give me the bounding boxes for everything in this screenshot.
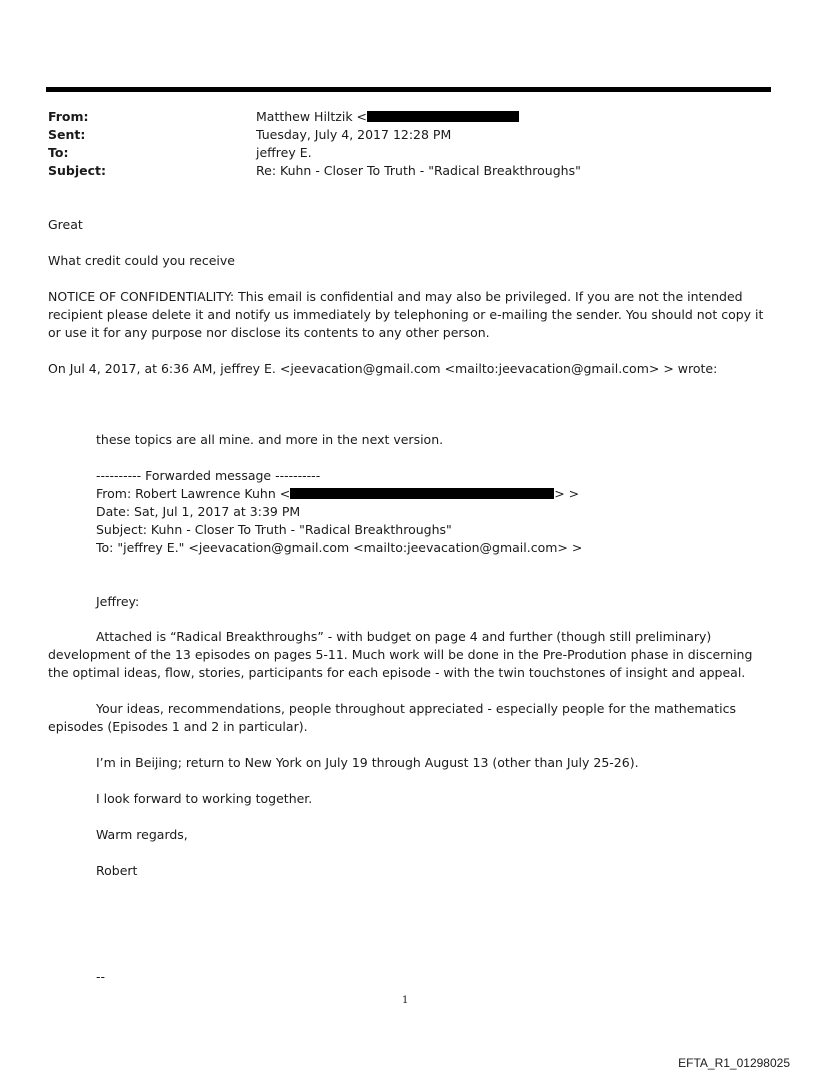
redaction-block <box>367 111 519 122</box>
sent-value: Tuesday, July 4, 2017 12:28 PM <box>256 127 452 142</box>
quoted-line: these topics are all mine. and more in the next version. <box>96 432 444 447</box>
forwarded-marker: ---------- Forwarded message ---------- <box>96 468 321 483</box>
subject-value: Re: Kuhn - Closer To Truth - "Radical Breakthroughs" <box>256 163 581 178</box>
paragraph-beijing: I’m in Beijing; return to New York on July 19 through August 13 (other than July 25-26). <box>96 755 639 770</box>
redaction-block <box>290 488 554 499</box>
forwarded-to: To: "jeffrey E." <jeevacation@gmail.com <mailto:jeevacation@gmail.com> > <box>96 540 583 555</box>
document-id: EFTA_R1_01298025 <box>678 1056 790 1070</box>
forwarded-from-prefix: From: Robert Lawrence Kuhn < <box>96 486 291 501</box>
header-rule <box>46 87 771 92</box>
quote-intro: On Jul 4, 2017, at 6:36 AM, jeffrey E. <jeevacation@gmail.com <mailto:jeevacation@gmail.com> > wrote: <box>48 361 718 376</box>
from-name: Matthew Hiltzik < <box>256 109 368 124</box>
to-label: To: <box>48 145 69 160</box>
from-value <box>256 108 519 126</box>
paragraph-attached: Attached is “Radical Breakthroughs” - with budget on page 4 and further (though still preliminary) development of the 13 episodes on pages 5-11. Much work will be done in the Pre-Prodution phase in discerning the optimal ideas, flow, stories, participants for each episode - with the twin touchstones of insight and appeal. <box>48 629 753 680</box>
paragraph-working-together: I look forward to working together. <box>96 791 313 806</box>
reply-question: What credit could you receive <box>48 253 235 268</box>
to-value: jeffrey E. <box>256 145 312 160</box>
closing: Warm regards, <box>96 827 188 842</box>
paragraph-ideas: Your ideas, recommendations, people throughout appreciated - especially people for the mathematics episodes (Episodes 1 and 2 in particular). <box>48 701 736 734</box>
reply-greeting: Great <box>48 217 83 232</box>
subject-label: Subject: <box>48 163 106 178</box>
signature: Robert <box>96 863 138 878</box>
signature-separator: -- <box>96 969 106 984</box>
page-number: 1 <box>402 995 409 1006</box>
from-label: From: <box>48 109 89 124</box>
salutation: Jeffrey: <box>96 594 140 609</box>
forwarded-date: Date: Sat, Jul 1, 2017 at 3:39 PM <box>96 504 301 519</box>
forwarded-from-suffix: > > <box>554 486 580 501</box>
forwarded-subject: Subject: Kuhn - Closer To Truth - "Radical Breakthroughs" <box>96 522 452 537</box>
sent-label: Sent: <box>48 127 86 142</box>
confidentiality-notice: NOTICE OF CONFIDENTIALITY: This email is confidential and may also be privileged. If you are not the intended recipient please delete it and notify us immediately by telephoning or e-mailing the sender. You should not copy it or use it for any purpose nor disclose its contents to any other person. <box>48 289 764 340</box>
forwarded-from <box>96 485 579 503</box>
